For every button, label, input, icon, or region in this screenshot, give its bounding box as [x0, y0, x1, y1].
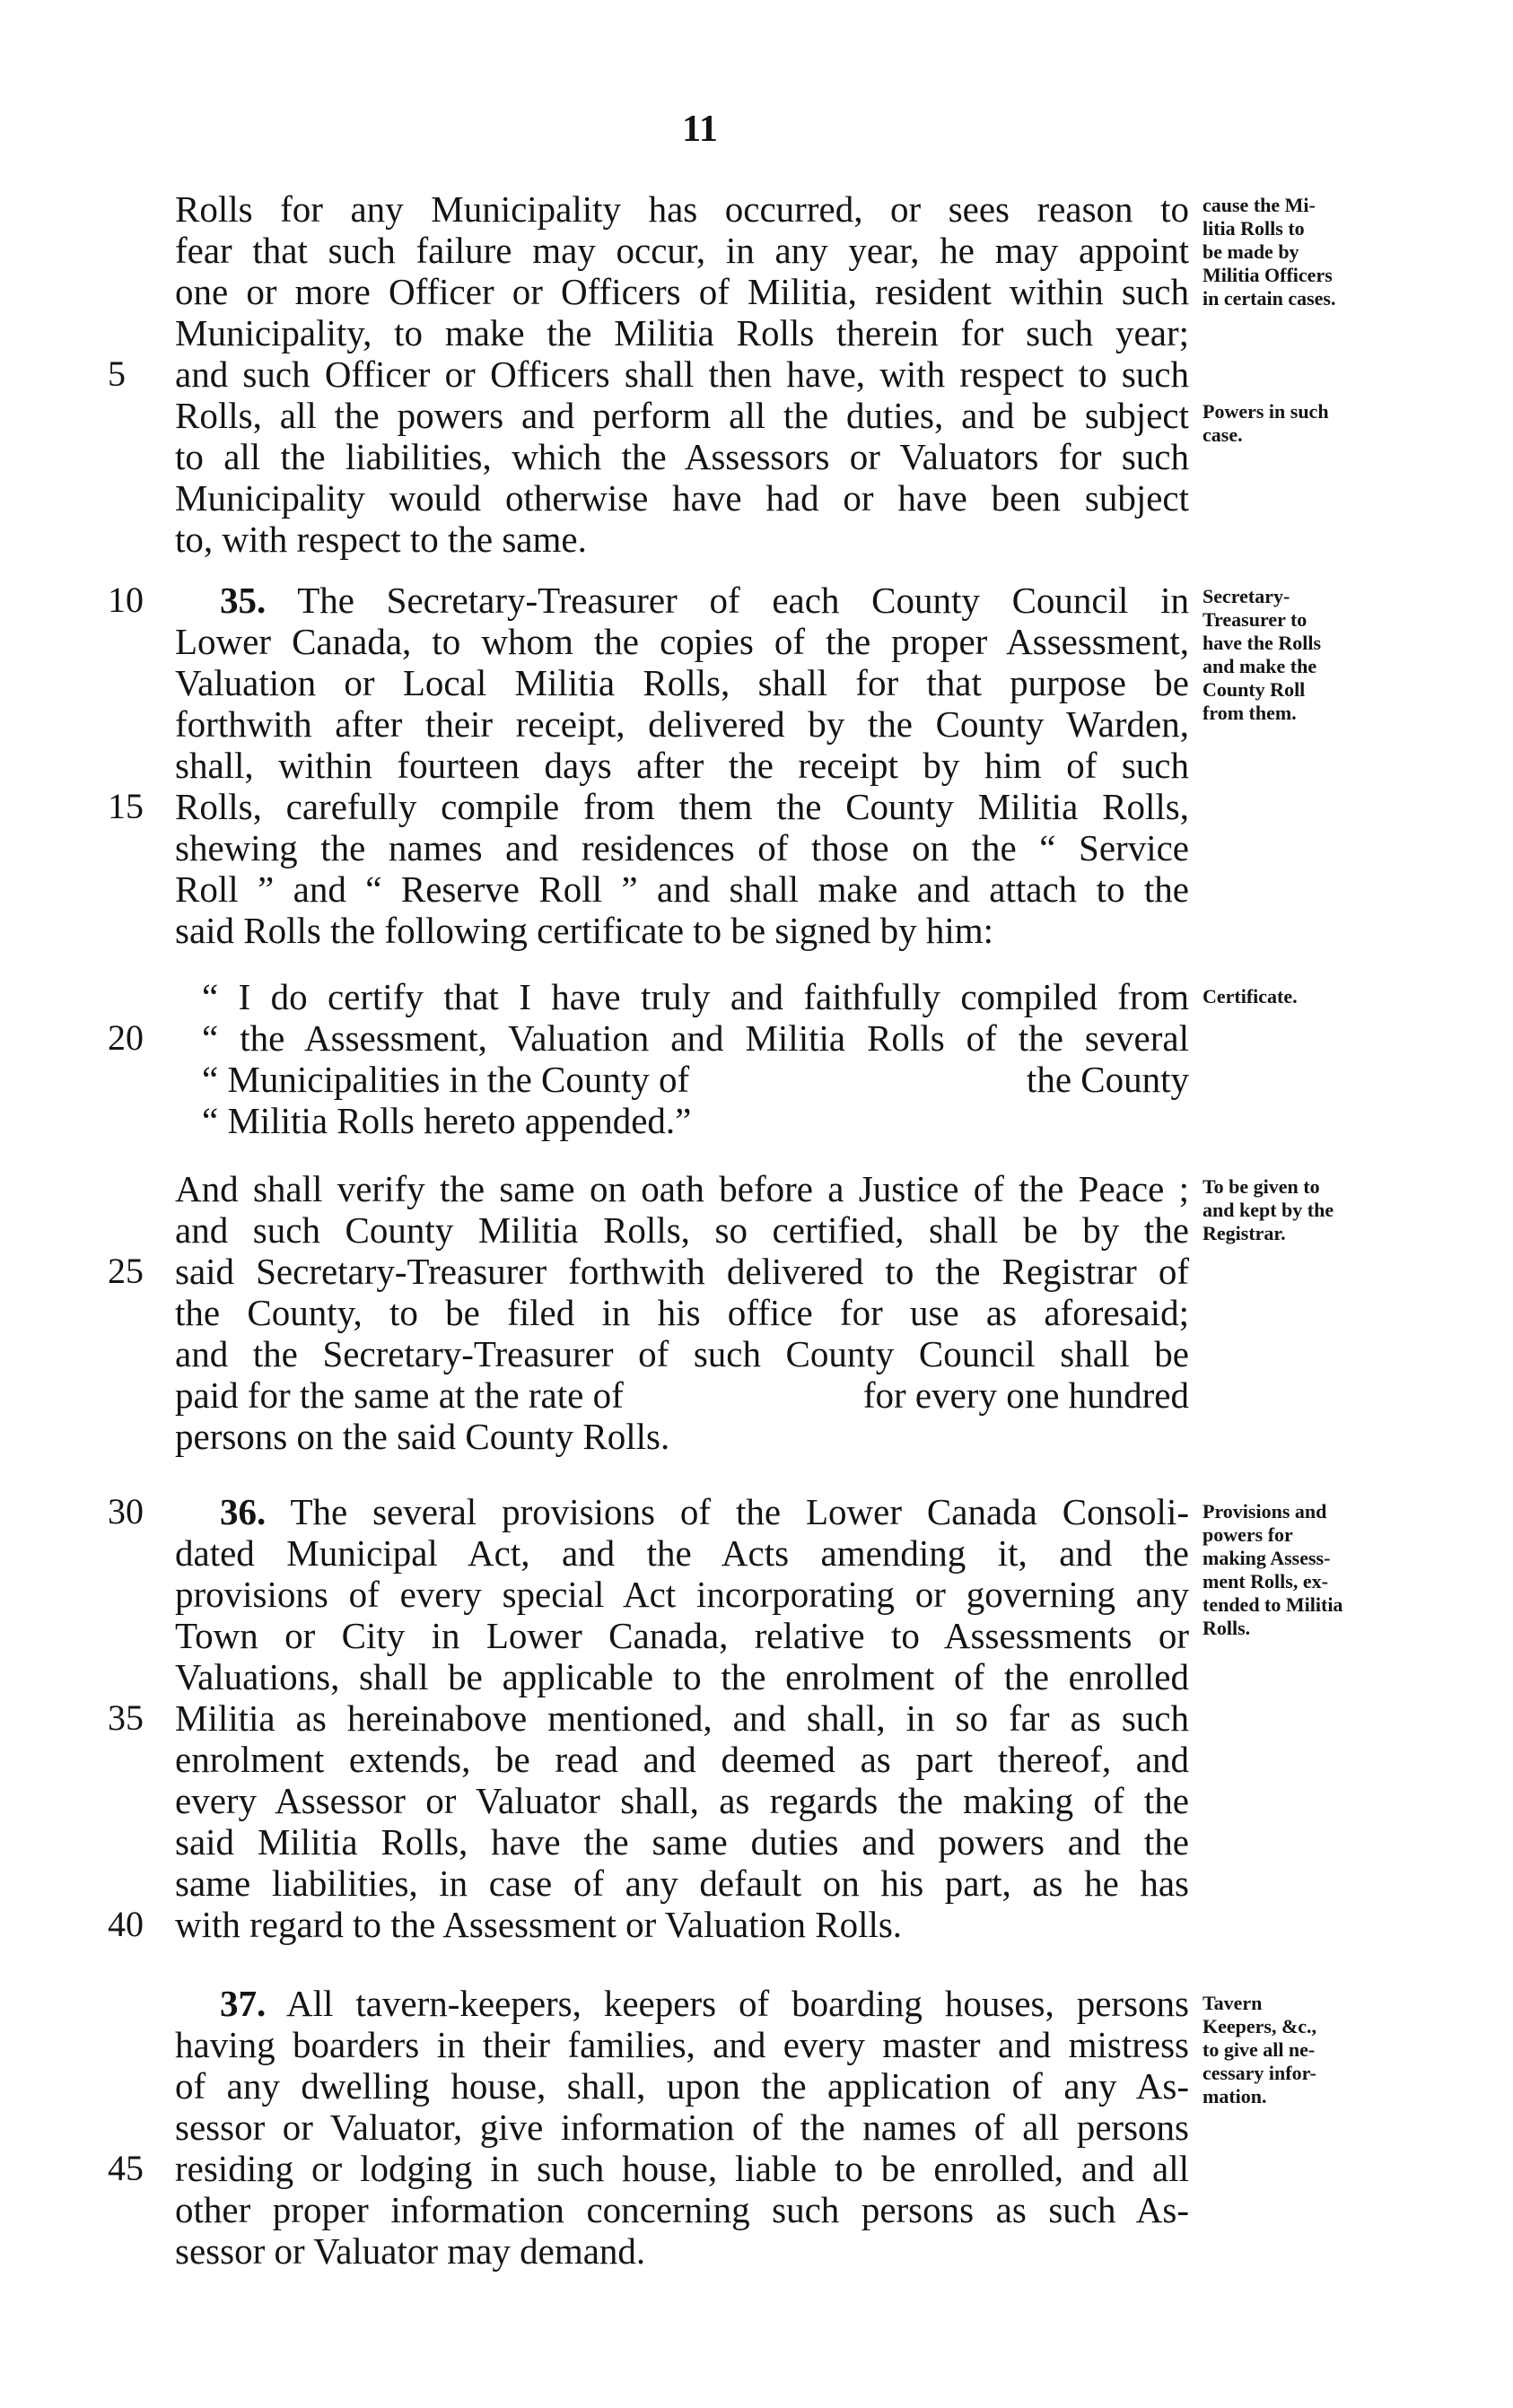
- section-35-first-line: [220, 580, 1189, 621]
- text-line: every Assessor or Valuator shall, as regards the making of the: [175, 1780, 1189, 1821]
- text-line: sessor or Valuator may demand.: [175, 2230, 646, 2272]
- margin-note: To be given to and kept by the Registrar.: [1203, 1175, 1334, 1244]
- text-line: enrolment extends, be read and deemed as part thereof, and: [175, 1739, 1189, 1780]
- text-line: said Rolls the following certificate to be signed by him:: [175, 910, 994, 951]
- certificate-line-part: “ Municipalities in the County of: [202, 1059, 690, 1100]
- certificate-line: “ the Assessment, Valuation and Militia Rolls of the several: [202, 1017, 1189, 1059]
- text-line: to, with respect to the same.: [175, 519, 587, 560]
- text-line: And shall verify the same on oath before a Justice of the Peace ;: [175, 1168, 1189, 1209]
- text-line: and such Officer or Officers shall then have, with respect to such: [175, 353, 1189, 395]
- margin-note: Secretary- Treasurer to have the Rolls and make the County Roll from them.: [1203, 585, 1321, 724]
- text-line: Rolls, all the powers and perform all the duties, and be subject: [175, 395, 1189, 436]
- margin-note: Provisions and powers for making Assess- ment Rolls, ex- tended to Militia Rolls.: [1203, 1500, 1343, 1639]
- text-line: the County, to be filed in his office for use as aforesaid;: [175, 1292, 1189, 1333]
- section-number: 35.: [220, 580, 267, 621]
- section-35-text: The Secretary-Treasurer of each County Council in: [297, 580, 1189, 621]
- text-line: Valuation or Local Militia Rolls, shall for that purpose be: [175, 662, 1189, 703]
- certificate-line: “ Militia Rolls hereto appended.”: [202, 1100, 692, 1141]
- text-line: provisions of every special Act incorporating or governing any: [175, 1574, 1189, 1615]
- text-line: Rolls for any Municipality has occurred, or sees reason to: [175, 188, 1189, 230]
- text-line: residing or lodging in such house, liable to be enrolled, and all: [175, 2148, 1189, 2189]
- page-number: 11: [682, 109, 718, 150]
- line-number: 40: [108, 1904, 144, 1944]
- text-line: Municipality would otherwise have had or have been subject: [175, 477, 1189, 519]
- line-number: 15: [108, 786, 144, 826]
- line-number: 30: [108, 1491, 144, 1531]
- section-36-first-line: [220, 1491, 1189, 1532]
- text-line: Valuations, shall be applicable to the enrolment of the enrolled: [175, 1656, 1189, 1697]
- text-line: forthwith after their receipt, delivered by the County Warden,: [175, 703, 1189, 745]
- text-line: Militia as hereinabove mentioned, and shall, in so far as such: [175, 1697, 1189, 1739]
- line-number: 20: [108, 1017, 144, 1058]
- section-number: 37.: [220, 1983, 267, 2024]
- text-line: same liabilities, in case of any default on his part, as he has: [175, 1863, 1189, 1904]
- text-line-part: for every one hundred: [862, 1374, 1189, 1416]
- text-line: sessor or Valuator, give information of the names of all persons: [175, 2107, 1189, 2148]
- text-line: said Secretary-Treasurer forthwith delivered to the Registrar of: [175, 1251, 1189, 1292]
- text-line: other proper information concerning such persons as such As-: [175, 2189, 1189, 2230]
- text-line: and the Secretary-Treasurer of such County Council shall be: [175, 1333, 1189, 1374]
- line-number: 35: [108, 1697, 144, 1738]
- text-line: dated Municipal Act, and the Acts amending it, and the: [175, 1532, 1189, 1574]
- text-line: persons on the said County Rolls.: [175, 1416, 670, 1457]
- text-line-part: paid for the same at the rate of: [175, 1374, 624, 1416]
- text-line: fear that such failure may occur, in any year, he may appoint: [175, 230, 1189, 271]
- line-number: 5: [108, 353, 126, 394]
- text-line: to all the liabilities, which the Assessors or Valuators for such: [175, 436, 1189, 477]
- text-line: [175, 1374, 1189, 1416]
- text-line: Lower Canada, to whom the copies of the proper Assessment,: [175, 621, 1189, 662]
- text-line: shewing the names and residences of those on the “ Service: [175, 827, 1189, 868]
- certificate-line: “ I do certify that I have truly and faithfully compiled from: [202, 976, 1189, 1017]
- text-line: said Militia Rolls, have the same duties and powers and the: [175, 1821, 1189, 1863]
- text-line: shall, within fourteen days after the receipt by him of such: [175, 745, 1189, 786]
- section-number: 36.: [220, 1491, 267, 1532]
- text-line: with regard to the Assessment or Valuation Rolls.: [175, 1904, 903, 1945]
- section-37-first-line: [220, 1983, 1189, 2024]
- certificate-line: [202, 1059, 1189, 1100]
- margin-note: Tavern Keepers, &c., to give all ne- cessary infor- mation.: [1203, 1992, 1317, 2107]
- margin-note: cause the Mi- litia Rolls to be made by Militia Officers in certain cases.: [1203, 194, 1336, 310]
- section-36-text: The several provisions of the Lower Canada Consoli-: [290, 1491, 1189, 1532]
- certificate-line-part: the County: [1026, 1059, 1189, 1100]
- text-line: having boarders in their families, and every master and mistress: [175, 2024, 1189, 2065]
- line-number: 10: [108, 580, 144, 620]
- text-line: and such County Militia Rolls, so certified, shall be by the: [175, 1209, 1189, 1251]
- section-37-text: All tavern-keepers, keepers of boarding houses, persons: [285, 1983, 1189, 2024]
- text-line: Rolls, carefully compile from them the County Militia Rolls,: [175, 786, 1189, 827]
- text-line: Municipality, to make the Militia Rolls therein for such year;: [175, 312, 1189, 353]
- text-line: Town or City in Lower Canada, relative to Assessments or: [175, 1615, 1189, 1656]
- text-line: of any dwelling house, shall, upon the application of any As-: [175, 2065, 1189, 2107]
- line-number: 25: [108, 1251, 144, 1291]
- text-line: Roll ” and “ Reserve Roll ” and shall make and attach to the: [175, 868, 1189, 910]
- text-line: one or more Officer or Officers of Militia, resident within such: [175, 271, 1189, 312]
- margin-note: Certificate.: [1203, 985, 1298, 1008]
- line-number: 45: [108, 2148, 144, 2188]
- margin-note: Powers in such case.: [1203, 400, 1329, 446]
